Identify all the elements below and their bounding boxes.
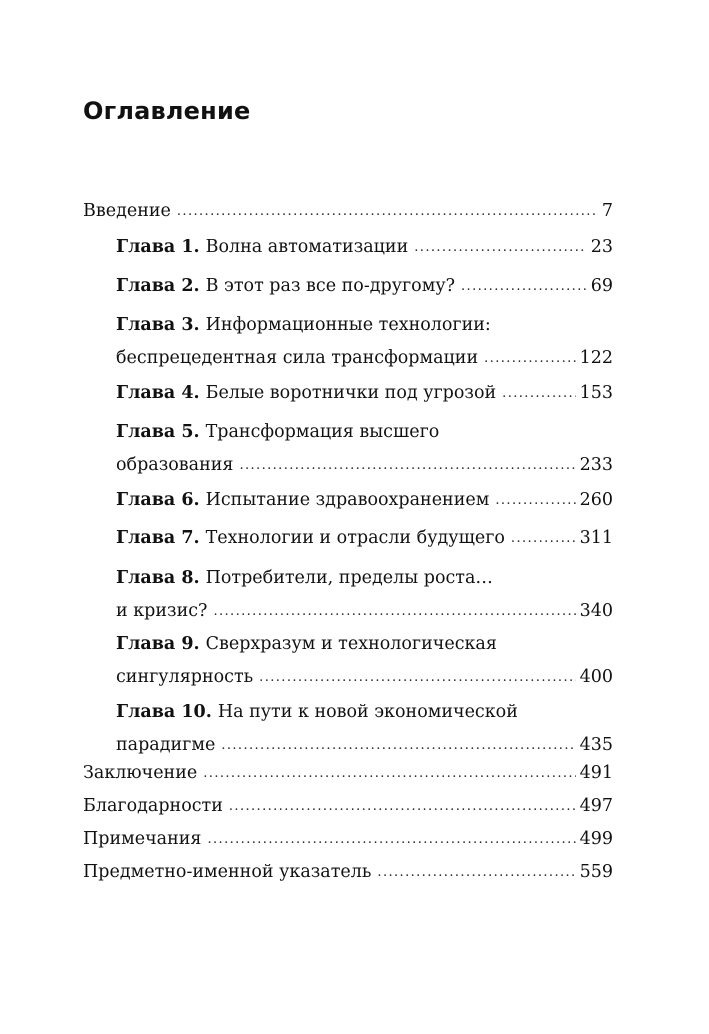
- toc-entry-title: Белые воротнички под угрозой: [205, 383, 497, 403]
- dot-leader: [203, 757, 575, 790]
- toc-page-number: 260: [579, 490, 613, 510]
- dot-leader: [414, 231, 586, 264]
- toc-entry-title: Предметно-именной указатель: [83, 862, 372, 882]
- toc-page-number: 153: [579, 383, 613, 403]
- dot-leader: [259, 661, 575, 694]
- toc-entry-title: Благодарности: [83, 796, 223, 816]
- toc-page-number: 497: [579, 796, 613, 816]
- toc-entry-title: беспрецедентная сила трансформации: [116, 348, 479, 368]
- toc-entry-chapter-9[interactable]: [116, 628, 613, 695]
- toc-entry-conclusion[interactable]: [83, 757, 613, 791]
- toc-page-number: 23: [590, 237, 613, 257]
- dot-leader: [229, 790, 576, 823]
- toc-page-number: 69: [590, 276, 613, 296]
- toc-entry-title: образования: [116, 455, 234, 475]
- toc-entry-introduction[interactable]: [83, 195, 613, 229]
- toc-entry-notes[interactable]: [83, 823, 613, 857]
- dot-leader: [511, 522, 576, 555]
- toc-entry-chapter-7[interactable]: [116, 522, 613, 556]
- toc-entry-title-line1: На пути к новой экономической: [217, 702, 518, 722]
- toc-entry-title: Введение: [83, 201, 171, 221]
- toc-entry-title: Волна автоматизации: [205, 237, 409, 257]
- dot-leader: [377, 856, 575, 889]
- toc-entry-title-line1: Информационные технологии:: [205, 315, 491, 335]
- toc-entry-title: Примечания: [83, 829, 202, 849]
- toc-entry-chapter-4[interactable]: [116, 377, 613, 411]
- toc-entry-title-line1: Трансформация высшего: [205, 422, 440, 442]
- toc-entry-title: Технологии и отрасли будущего: [205, 528, 505, 548]
- toc-entry-title-line1: Потребители, пределы роста…: [205, 568, 493, 588]
- toc-page-number: 122: [579, 348, 613, 368]
- toc-entry-chapter-6[interactable]: [116, 484, 613, 518]
- toc-page-number: 7: [601, 201, 613, 221]
- toc-entry-chapter-2[interactable]: [116, 270, 613, 304]
- table-of-contents: [83, 0, 613, 1034]
- toc-entry-chapter-10[interactable]: [116, 696, 613, 763]
- dot-leader: [502, 377, 575, 410]
- chapter-label: Глава 5.: [116, 422, 200, 442]
- toc-page-number: 311: [579, 528, 613, 548]
- toc-entry-title-line1: Сверхразум и технологическая: [205, 634, 497, 654]
- chapter-label: Глава 10.: [116, 702, 212, 722]
- toc-page-number: 499: [579, 829, 613, 849]
- toc-entry-title: В этот раз все по-другому?: [205, 276, 456, 296]
- dot-leader: [177, 195, 598, 228]
- toc-entry-title: Заключение: [83, 763, 198, 783]
- chapter-label: Глава 7.: [116, 528, 200, 548]
- dot-leader: [461, 270, 587, 303]
- dot-leader: [495, 484, 575, 517]
- toc-entry-title: парадигме: [116, 735, 216, 755]
- dot-leader: [207, 823, 575, 856]
- toc-entry-title: сингулярность: [116, 667, 254, 687]
- toc-page-number: 340: [579, 601, 613, 621]
- chapter-label: Глава 2.: [116, 276, 200, 296]
- chapter-label: Глава 1.: [116, 237, 200, 257]
- chapter-label: Глава 4.: [116, 383, 200, 403]
- chapter-label: Глава 6.: [116, 490, 200, 510]
- toc-entry-title: и кризис?: [116, 601, 208, 621]
- toc-page-number: 233: [579, 455, 613, 475]
- chapter-label: Глава 8.: [116, 568, 200, 588]
- chapter-label: Глава 9.: [116, 634, 200, 654]
- dot-leader: [239, 449, 575, 482]
- chapter-label: Глава 3.: [116, 315, 200, 335]
- toc-entry-chapter-5[interactable]: [116, 416, 613, 483]
- toc-entry-chapter-8[interactable]: [116, 562, 613, 629]
- page-title: Оглавление: [83, 97, 251, 125]
- dot-leader: [213, 595, 575, 628]
- toc-entry-index[interactable]: [83, 856, 613, 890]
- dot-leader: [484, 342, 575, 375]
- toc-page-number: 435: [579, 735, 613, 755]
- toc-page-number: 559: [579, 862, 613, 882]
- toc-entry-title: Испытание здравоохранением: [205, 490, 490, 510]
- toc-page-number: 400: [579, 667, 613, 687]
- toc-page-number: 491: [579, 763, 613, 783]
- toc-entry-chapter-1[interactable]: [116, 231, 613, 265]
- toc-entry-acknowledgements[interactable]: [83, 790, 613, 824]
- toc-entry-chapter-3[interactable]: [116, 309, 613, 376]
